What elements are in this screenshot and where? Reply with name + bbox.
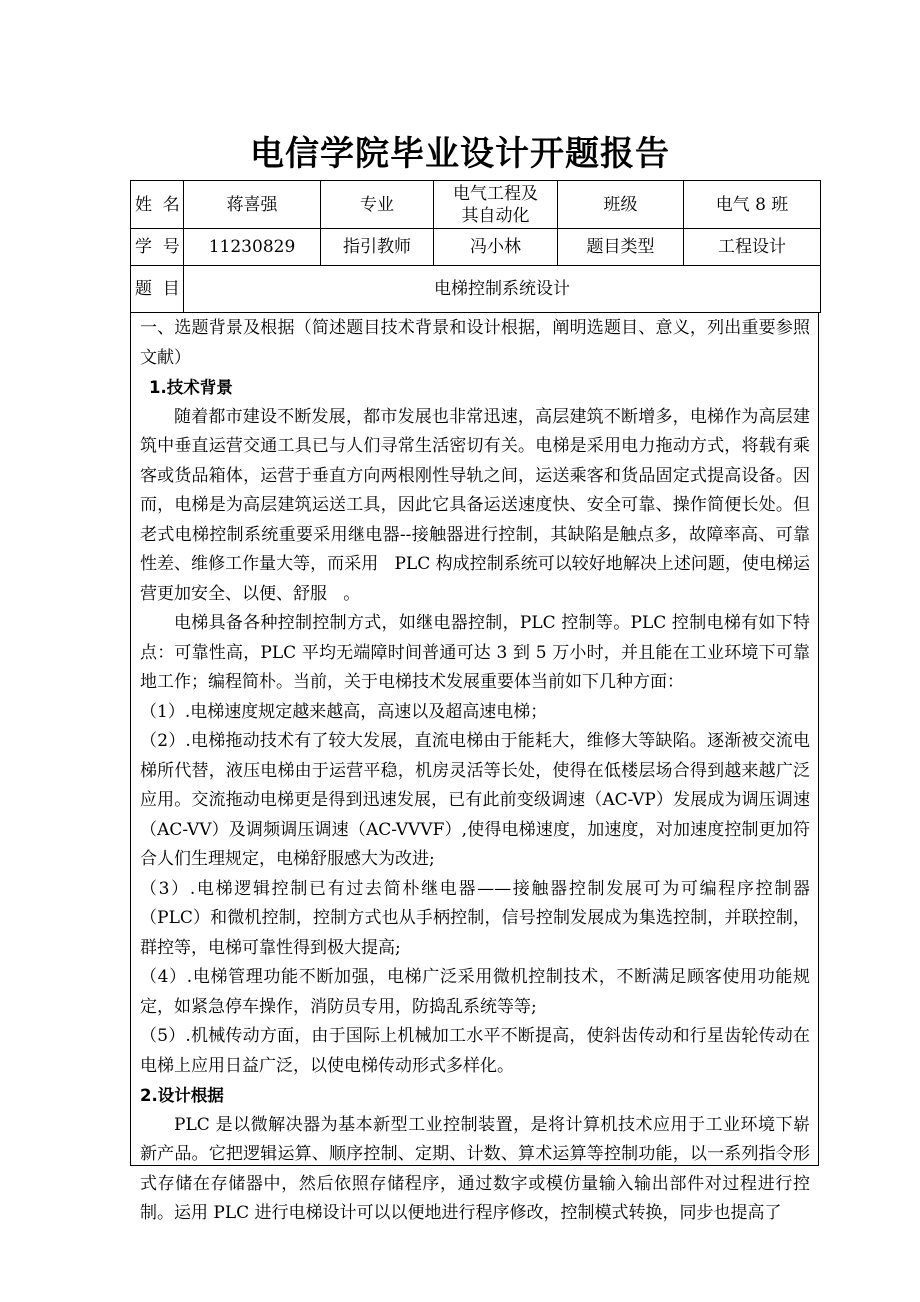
topic-type-label: 题目类型 [558, 229, 684, 266]
list-item: （4）.电梯管理功能不断加强，电梯广泛采用微机控制技术，不断满足顾客使用功能规定，如紧急停车操作，消防员专用，防捣乱系统等等; [140, 967, 810, 1017]
subheading-tech-background: 1.技术背景 [149, 378, 233, 397]
paragraph: 随着都市建设不断发展，都市发展也非常迅速，高层建筑不断增多，电梯作为高层建筑中垂直运营交通工具已与人们寻常生活密切有关。电梯是采用电力拖动方式，将载有乘客或货品箱体，运营于垂直方向两根刚性导轨之间，运送乘客和货品固定式提高设备。因而，电梯是为高层建筑运送工具，因此它具备运送速度快、安全可靠、操作简便长处。但老式电梯控制系统重要采用继电器--接触器进行控制，其缺陷是触点多，故障率高、可靠性差、维修工作量大等，而采用 PLC 构成控制系统可以较好地解决上述问题，使电梯运营更加安全、以便、舒服 。 [140, 406, 810, 604]
major-value: 电气工程及其自动化 [434, 181, 558, 229]
topic-label: 题 目 [131, 266, 184, 313]
class-value: 电气 8 班 [684, 181, 821, 229]
info-table [130, 180, 821, 313]
list-item: （2）.电梯拖动技术有了较大发展，直流电梯由于能耗大，维修大等缺陷。逐渐被交流电梯所代替，液压电梯由于运营平稳，机房灵活等长处，使得在低楼层场合得到越来越广泛应用。交流拖动电梯更是得到迅速发展，已有此前变级调速（AC-VP）发展成为调压调速（AC-VV）及调频调压调速（AC-VVVF）,使得电梯速度，加速度，对加速度控制更加符合人们生理规定，电梯舒服感大为改进; [140, 731, 810, 869]
list-item: （5）.机械传动方面，由于国际上机械加工水平不断提高，使斜齿传动和行星齿轮传动在电梯上应用日益广泛，以使电梯传动形式多样化。 [140, 1026, 810, 1076]
topic-type-value: 工程设计 [684, 229, 821, 266]
topic-value: 电梯控制系统设计 [184, 266, 821, 313]
class-label: 班级 [558, 181, 684, 229]
table-row [131, 181, 821, 229]
section-heading: 一、选题背景及根据（简述题目技术背景和设计根据，阐明选题目、意义，列出重要参照文献） [140, 318, 810, 368]
list-item: （1）.电梯速度规定越来越高，高速以及超高速电梯； [140, 701, 548, 722]
student-id-value: 11230829 [184, 229, 321, 266]
name-label: 姓 名 [131, 181, 184, 229]
student-id-label: 学 号 [131, 229, 184, 266]
major-label: 专业 [321, 181, 434, 229]
paragraph: PLC 是以微解决器为基本新型工业控制装置，是将计算机技术应用于工业环境下崭新产品。它把逻辑运算、顺序控制、定期、计数、算术运算等控制功能，以一系列指令形式存储在存储器中，然后依照存储程序，通过数字或模仿量输入输出部件对过程进行控制。运用 PLC 进行电梯设计可以以便地进行程序修改，控制模式转换，同步也提高了 [140, 1114, 810, 1223]
report-body [130, 312, 819, 1223]
paragraph: 电梯具备各种控制控制方式，如继电器控制，PLC 控制等。PLC 控制电梯有如下特点：可靠性高，PLC 平均无端障时间普通可达 3 到 5 万小时，并且能在工业环境下可靠地工作；编程简朴。当前，关于电梯技术发展重要体当前如下几种方面： [140, 613, 810, 692]
table-row [131, 229, 821, 266]
name-value: 蒋喜强 [184, 181, 321, 229]
list-item: （3）.电梯逻辑控制已有过去简朴继电器——接触器控制发展可为可编程序控制器（PLC）和微机控制，控制方式也从手柄控制，信号控制发展成为集选控制，并联控制，群控等，电梯可靠性得到极大提高; [140, 878, 810, 958]
table-row [131, 266, 821, 313]
advisor-label: 指引教师 [321, 229, 434, 266]
subheading-design-basis: 2.设计根据 [140, 1086, 224, 1105]
page-title: 电信学院毕业设计开题报告 [250, 134, 670, 174]
advisor-value: 冯小林 [434, 229, 558, 266]
